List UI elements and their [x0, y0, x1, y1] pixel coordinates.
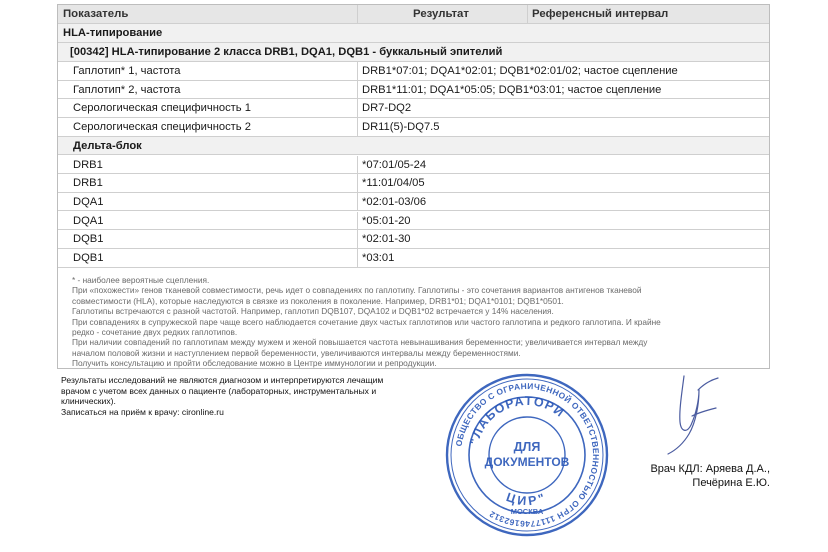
col-header-indicator: Показатель	[63, 8, 129, 20]
row-result: *03:01	[362, 252, 395, 264]
table-header	[58, 5, 769, 24]
row-indicator: DQB1	[73, 233, 104, 246]
laboratory-stamp	[443, 371, 611, 539]
row-indicator: Гаплотип* 1, частота	[73, 65, 181, 77]
footnote-line: * - наиболее вероятные сцепления.	[72, 275, 210, 285]
table-row	[58, 212, 769, 231]
footnote-line: совместимости (HLA), которые наследуются в связке из поколения в поколение. Например, DRB1*01; DQA1*0101; DQB1*0501.	[72, 295, 564, 306]
row-result: DR11(5)-DQ7.5	[362, 121, 440, 134]
table-row	[58, 156, 769, 175]
table-row	[58, 118, 769, 137]
test-title-text: [00342] HLA-типирование 2 класса DRB1, DQA1, DQB1 - буккальный эпителий	[70, 46, 503, 58]
disclaimer-line: врачом с учетом всех данных о пациенте (лабораторных, инструментальных и	[61, 385, 377, 396]
row-indicator: Гаплотип* 2, частота	[73, 83, 181, 96]
row-result: *07:01/05-24	[362, 158, 427, 171]
footnotes	[58, 273, 769, 369]
disclaimer-line: Записаться на приём к врачу: cironline.ru	[61, 406, 224, 417]
disclaimer-line: Результаты исследований не являются диагнозом и интерпретируются лечащим	[61, 375, 384, 385]
row-indicator: Серологическая специфичность 2	[73, 121, 251, 134]
row-indicator: Серологическая специфичность 1	[73, 102, 251, 115]
table-row	[58, 230, 769, 249]
delta-block-title-text: Дельта-блок	[73, 139, 142, 152]
row-result: *11:01/04/05	[362, 177, 425, 190]
row-result: *02:01-30	[362, 233, 411, 246]
delta-block-title	[58, 137, 769, 156]
stamp-ring-text: ОБЩЕСТВО С ОГРАНИЧЕННОЙ ОТВЕТСТВЕННОСТЬЮ ОГРН 1117746162312	[453, 380, 602, 530]
table-row	[58, 81, 769, 100]
footnote-line: Гаплотипы встречаются с разной частотой. Например, гаплотип DQB107, DQA102 и DQB1*02 встречается у 14% населения.	[72, 306, 554, 317]
group-title-text: HLA-типирование	[63, 27, 163, 39]
row-result: DR7-DQ2	[362, 102, 412, 115]
table-row	[58, 249, 769, 268]
disclaimer	[61, 375, 421, 417]
disclaimer-line: клинических).	[61, 396, 116, 407]
test-title	[58, 43, 769, 62]
row-result: *05:01-20	[362, 214, 411, 227]
table-row	[58, 99, 769, 118]
doctor-line-1: Врач КДЛ: Аряева Д.А.,	[650, 463, 770, 475]
footnote-line: При «похожести» генов тканевой совместимости, речь идет о совпадениях по гаплотипу. Гаплотипы - это сочетания вариантов антигенов тканевой	[72, 285, 642, 296]
row-result: *02:01-03/06	[362, 195, 427, 208]
footnote-line: При совпадениях в супружеской паре чаще всего наблюдается сочетание двух частых гаплотипов или частого гаплотипа и редкого гаплотипа. И крайне	[72, 316, 661, 327]
stamp-center-line1: ДЛЯ	[513, 440, 541, 454]
row-result: DRB1*07:01; DQA1*02:01; DQB1*02:01/02; частое сцепление	[362, 65, 678, 77]
row-indicator: DRB1	[73, 177, 103, 190]
table-row	[58, 174, 769, 193]
doctor-signature-block	[600, 463, 770, 490]
row-indicator: DQA1	[73, 195, 104, 208]
footnote-line: редко - сочетание двух редких гаплотипов.	[72, 327, 238, 338]
row-result: DRB1*11:01; DQA1*05:05; DQB1*03:01; частое сцепление	[362, 83, 662, 96]
row-indicator: DRB1	[73, 158, 103, 171]
table-row	[58, 193, 769, 212]
group-title	[58, 24, 769, 43]
footnote-line: началом половой жизни и наступлением первой беременности, увеличиваются интервалы между беременностями.	[72, 347, 521, 358]
stamp-city: МОСКВА	[510, 507, 544, 516]
doctor-line-2: Печёрина Е.Ю.	[692, 476, 770, 489]
table-row	[58, 62, 769, 81]
results-table	[57, 4, 770, 369]
col-header-result: Результат	[413, 8, 469, 20]
stamp-bottom-arc: ЦИР"	[504, 489, 550, 509]
row-indicator: DQB1	[73, 252, 104, 264]
col-header-reference: Референсный интервал	[532, 8, 669, 20]
stamp-center-line2: ДОКУМЕНТОВ	[484, 455, 570, 469]
footnote-line: При наличии совпадений по гаплотипам между мужем и женой повышается частота невынашивания беременности; увеличивается интервал между	[72, 337, 648, 348]
footnote-line: Получить консультацию и пройти обследование можно в Центре иммунологии и репродукции.	[72, 358, 437, 369]
stamp-top-arc: "ЛАБОРАТОРИ	[467, 393, 568, 447]
signature	[658, 370, 728, 455]
row-indicator: DQA1	[73, 214, 104, 227]
